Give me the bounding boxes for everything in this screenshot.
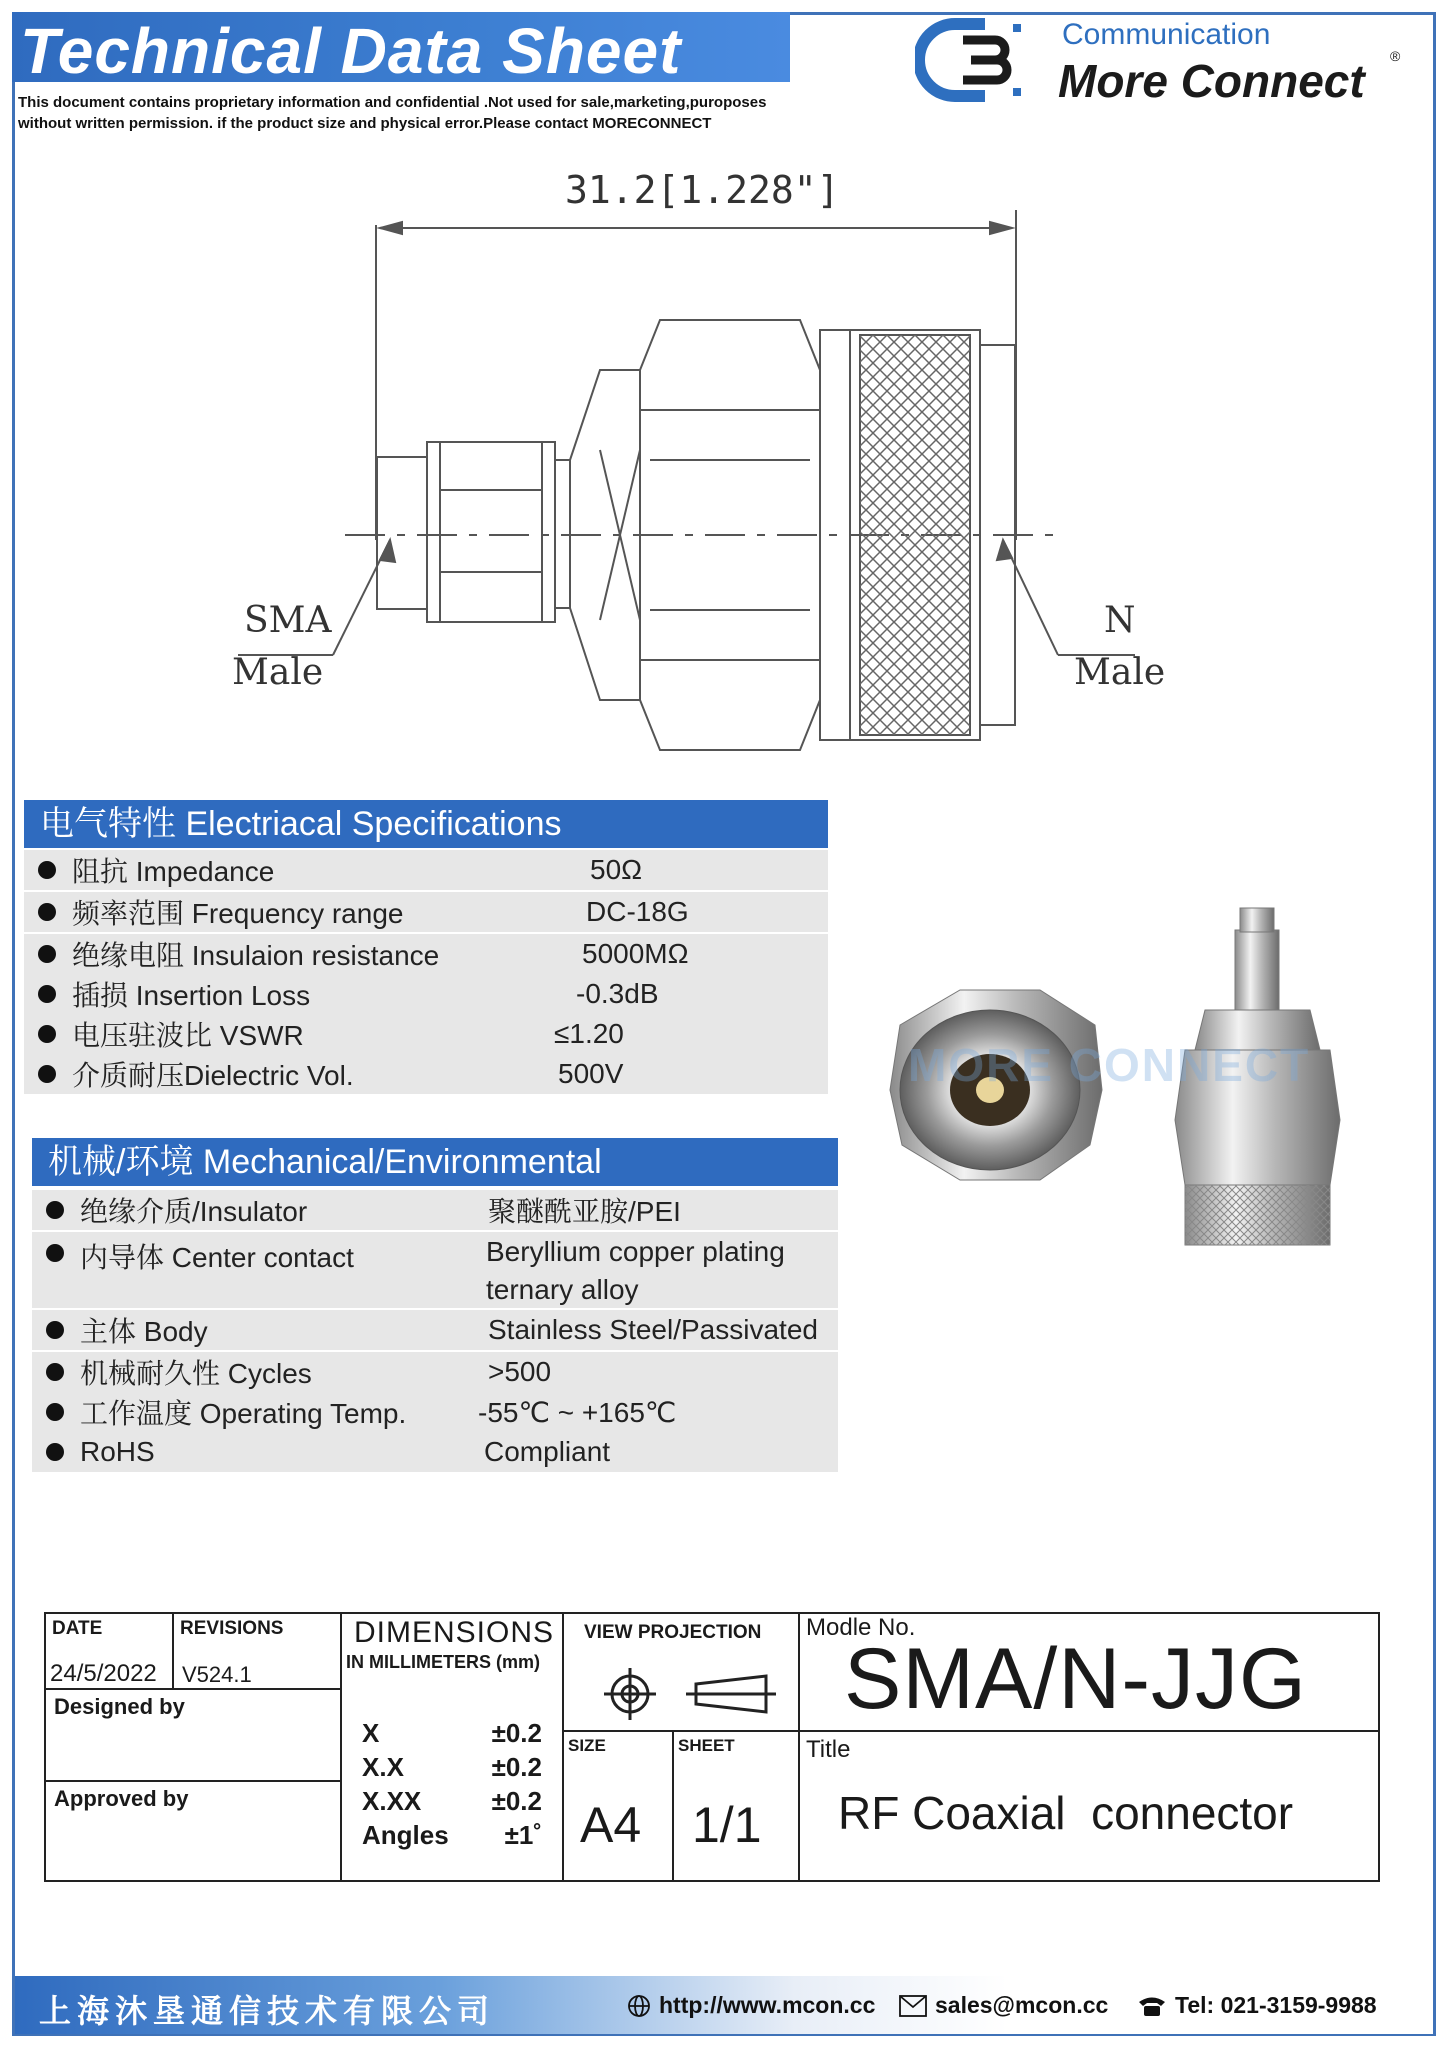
phone-text: Tel: 021-3159-9988 [1175,1992,1377,2018]
date-label: DATE [52,1618,103,1639]
product-photo [840,790,1400,1260]
spec-value: Stainless Steel/Passivated [488,1314,818,1345]
title-label: Title [806,1736,851,1763]
spec-row [32,1352,838,1392]
footer-bar [15,1976,1433,2034]
size-label: SIZE [568,1736,606,1755]
disclaimer-line-2: without written permission. if the product size and physical error.Please contact MORECONNECT [18,115,712,132]
bullet-icon [46,1363,64,1381]
spec-row [32,1310,838,1350]
bullet-icon [38,1025,56,1043]
bullet-icon [46,1403,64,1421]
view-projection-label: VIEW PROJECTION [584,1622,762,1643]
spec-label: 电压驻波比 VSWR [72,1020,304,1051]
spec-value: ≤1.20 [554,1018,624,1049]
spec-label: 插损 Insertion Loss [72,980,311,1011]
tolerance-value: ±0.2 [491,1786,542,1816]
spec-label: 机械耐久性 Cycles [80,1358,312,1389]
spec-label: 内导体 Center contact [80,1242,354,1273]
sheet-value: 1/1 [692,1797,762,1853]
globe-icon [627,1994,651,2018]
disclaimer-line-1: This document contains proprietary information and confidential .Not used for sale,marketing,puroposes [18,94,767,111]
tolerance-row [362,1716,542,1750]
spec-value: Beryllium copper plating [486,1236,785,1267]
spec-row [32,1392,838,1432]
spec-value: 5000MΩ [582,938,689,969]
tolerance-key: X.XX [362,1786,422,1816]
spec-row [24,1054,828,1094]
tolerance-list [362,1716,542,1852]
spec-value: Compliant [484,1436,611,1467]
spec-row [24,934,828,974]
spec-value: 聚醚酰亚胺/PEI [488,1196,681,1227]
tolerance-value: ±1˚ [504,1820,542,1850]
spec-value: 500V [558,1058,624,1089]
revisions-value: V524.1 [182,1662,252,1687]
brand-tagline: Communication [1062,18,1271,51]
connector-drawing [180,160,1180,760]
tolerance-key: Angles [362,1820,449,1850]
spec-label: 介质耐压Dielectric Vol. [72,1060,354,1091]
spec-row [32,1232,838,1308]
telephone-icon [1137,1995,1167,2017]
company-logo-icon [915,18,1025,102]
spec-label: 工作温度 Operating Temp. [80,1398,407,1429]
tolerance-row [362,1784,542,1818]
designed-by-label: Designed by [54,1694,185,1719]
bullet-icon [38,945,56,963]
spec-row [24,850,828,890]
units-label: IN MILLIMETERS (mm) [346,1652,540,1672]
brand-name [1058,54,1365,108]
spec-label: 主体 Body [80,1316,208,1347]
email-text: sales@mcon.cc [935,1992,1109,2018]
spec-label: RoHS [80,1436,155,1467]
electrical-section-heading: 电气特性 Electriacal Specifications [24,800,828,848]
spec-value: >500 [488,1356,552,1387]
tolerance-value: ±0.2 [491,1718,542,1748]
approved-by-label: Approved by [54,1786,189,1811]
company-name: 上海沐垦通信技术有限公司 [39,1992,496,2030]
spec-label: 绝缘电阻 Insulaion resistance [72,940,440,971]
right-connector-label-1: N [1104,600,1136,641]
bullet-icon [38,1065,56,1083]
spec-value: -0.3dB [576,978,659,1009]
tolerance-key: X.X [362,1752,404,1782]
spec-value-cont: ternary alloy [486,1274,639,1305]
spec-value: 50Ω [590,854,643,885]
bullet-icon [46,1443,64,1461]
mechanical-section-heading: 机械/环境 Mechanical/Environmental [32,1138,838,1186]
website-text: http://www.mcon.cc [659,1992,876,2018]
registered-mark: ® [1390,48,1401,64]
spec-label: 频率范围 Frequency range [72,898,404,929]
bullet-icon [46,1244,64,1262]
brand-name-part-b: Connect [1180,55,1365,107]
brand-name-part-a: More [1058,55,1181,107]
title-banner [12,12,790,87]
photo-watermark: MORE CONNECT [908,1039,1311,1091]
dimensions-label: DIMENSIONS [354,1616,555,1649]
first-angle-projection-icon [576,1664,786,1724]
spec-row [24,974,828,1014]
mail-icon [899,1995,927,2017]
spec-label: 绝缘介质/Insulator [80,1196,308,1227]
title-block [44,1612,1380,1882]
title-value: RF Coaxial connector [838,1787,1294,1839]
spec-value: DC-18G [586,896,689,927]
model-value: SMA/N-JJG [844,1631,1307,1727]
revisions-label: REVISIONS [180,1618,284,1639]
overall-dimension: 31.2[1.228"] [565,168,840,212]
spec-row [32,1190,838,1230]
email-link[interactable] [899,1992,1108,2019]
bullet-icon [38,861,56,879]
date-value: 24/5/2022 [50,1660,157,1687]
phone-number[interactable] [1137,1992,1377,2019]
right-connector-label-2: Male [1074,652,1166,693]
bullet-icon [38,985,56,1003]
model-label: Modle No. [806,1614,916,1641]
left-connector-label-1: SMA [244,600,332,641]
left-connector-label-2: Male [232,652,324,693]
bullet-icon [46,1321,64,1339]
website-link[interactable] [627,1992,875,2019]
spec-value: -55℃ ~ +165℃ [478,1396,677,1428]
spec-row [24,892,828,932]
tolerance-row [362,1750,542,1784]
sheet-label: SHEET [678,1736,735,1755]
page-title: Technical Data Sheet [20,15,682,87]
tolerance-value: ±0.2 [491,1752,542,1782]
size-value: A4 [580,1797,642,1853]
tolerance-key: X [362,1718,380,1748]
spec-row [24,1014,828,1054]
tolerance-row [362,1818,542,1852]
bullet-icon [46,1201,64,1219]
spec-label: 阻抗 Impedance [72,856,275,887]
disclaimer [18,92,818,134]
spec-row [32,1432,838,1472]
bullet-icon [38,903,56,921]
